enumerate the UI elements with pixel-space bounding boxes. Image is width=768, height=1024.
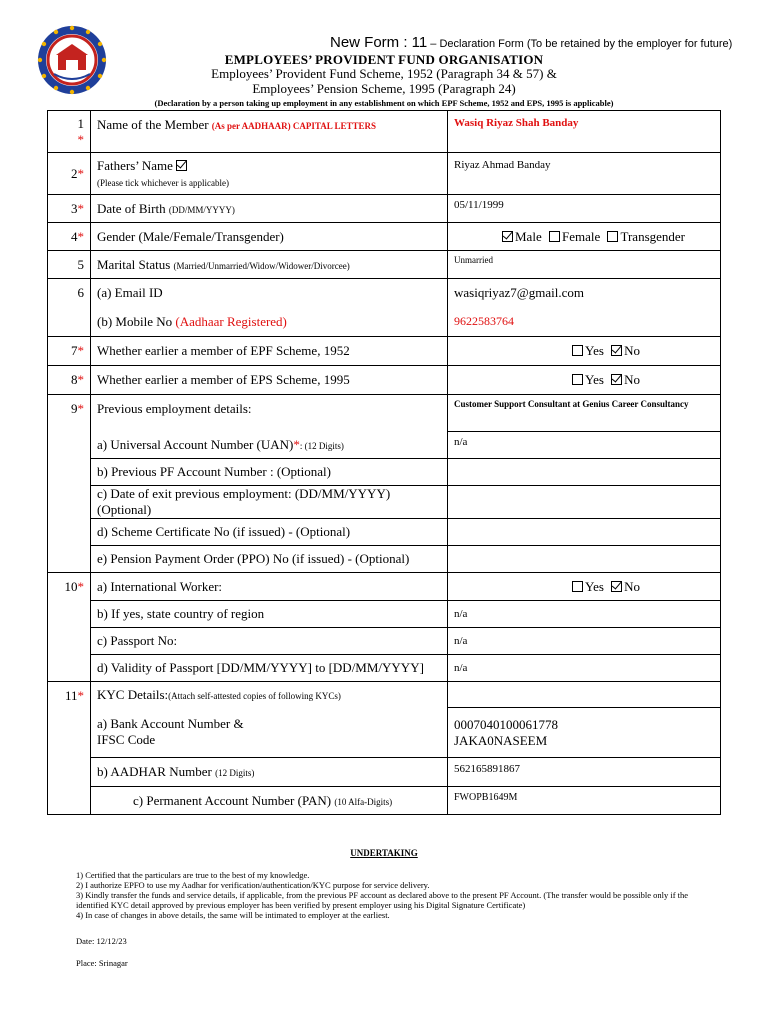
dob-value[interactable]: 05/11/1999 (448, 195, 721, 223)
row-international-worker (48, 573, 721, 601)
member-name-label: Name of the Member (As per AADHAAR) CAPITAL LETTERS (91, 111, 448, 153)
dob-label: Date of Birth (DD/MM/YYYY) (91, 195, 448, 223)
row-previous-employment (48, 395, 721, 432)
row-number: 1 * (48, 111, 91, 153)
exit-date-label: c) Date of exit previous employment: (DD/MM/YYYY) (Optional) (91, 486, 448, 519)
epf-no-checkbox[interactable] (611, 345, 622, 356)
required-star: * (77, 343, 84, 358)
row-uan (48, 432, 721, 459)
row-number: 9* (48, 395, 91, 573)
kyc-value (448, 682, 721, 708)
row-number: 10* (48, 573, 91, 682)
row-gender (48, 223, 721, 251)
organisation-name: EMPLOYEES’ PROVIDENT FUND ORGANISATION (224, 52, 544, 67)
uan-value[interactable]: n/a (448, 432, 721, 459)
eps-member-label: Whether earlier a member of EPS Scheme, 1995 (91, 366, 448, 395)
row-number: 3* (48, 195, 91, 223)
row-eps-member (48, 366, 721, 395)
declaration-date: Date: 12/12/23 (76, 936, 127, 946)
gender-options: Male Female Transgender (448, 223, 721, 251)
bank-account-value[interactable] (448, 708, 721, 758)
mobile-label: (b) Mobile No (Aadhaar Registered) (91, 308, 448, 337)
country-label: b) If yes, state country of region (91, 601, 448, 628)
ppo-label: e) Pension Payment Order (PPO) No (if issued) - (Optional) (91, 546, 448, 573)
undertaking-item: 4) In case of changes in above details, the same will be intimated to employer at the earliest. (76, 910, 390, 920)
scheme-line-2: Employees’ Pension Scheme, 1995 (Paragraph 24) (252, 81, 516, 96)
passport-validity-value[interactable]: n/a (448, 655, 721, 682)
row-prev-pf-account (48, 459, 721, 486)
intl-no-checkbox[interactable] (611, 581, 622, 592)
required-star: * (77, 372, 84, 387)
eps-yes-checkbox[interactable] (572, 374, 583, 385)
fathers-name-value[interactable]: Riyaz Ahmad Banday (448, 153, 721, 195)
marital-status-label: Marital Status (Married/Unmarried/Widow/Widower/Divorcee) (91, 251, 448, 279)
row-number: 5 (48, 251, 91, 279)
row-passport (48, 628, 721, 655)
bank-account-label: a) Bank Account Number & IFSC Code (91, 708, 448, 758)
scheme-line-1: Employees’ Provident Fund Scheme, 1952 (Paragraph 34 & 57) & (211, 66, 557, 81)
ppo-value[interactable] (448, 546, 721, 573)
epf-member-options: Yes No (448, 337, 721, 366)
pan-value[interactable]: FWOPB1649M (448, 787, 721, 815)
prev-pf-account-label: b) Previous PF Account Number : (Optional) (91, 459, 448, 486)
eps-member-options: Yes No (448, 366, 721, 395)
required-star: * (77, 688, 84, 703)
gender-female-checkbox[interactable] (549, 231, 560, 242)
pan-label: c) Permanent Account Number (PAN) (10 Alfa-Digits) (91, 787, 448, 815)
row-number: 4* (48, 223, 91, 251)
kyc-label: KYC Details:(Attach self-attested copies of following KYCs) (91, 682, 448, 708)
undertaking-item: 1) Certified that the particulars are true to the best of my knowledge. (76, 870, 310, 880)
bank-account-number: 0007040100061778 (454, 716, 558, 732)
row-kyc (48, 682, 721, 708)
marital-status-value[interactable]: Unmarried (448, 251, 721, 279)
previous-employment-value[interactable]: Customer Support Consultant at Genius Career Consultancy (448, 395, 721, 432)
row-epf-member (48, 337, 721, 366)
fathers-name-label: Fathers’ Name (Please tick whichever is applicable) (91, 153, 448, 195)
declaration-place: Place: Srinagar (76, 958, 128, 968)
row-exit-date (48, 486, 721, 519)
row-marital-status (48, 251, 721, 279)
row-bank-account (48, 708, 721, 758)
scheme-certificate-label: d) Scheme Certificate No (if issued) - (Optional) (91, 519, 448, 546)
row-email (48, 279, 721, 308)
required-star: * (77, 228, 84, 244)
row-mobile (48, 308, 721, 337)
eps-no-checkbox[interactable] (611, 374, 622, 385)
declaration-form-table (47, 110, 721, 815)
passport-validity-label: d) Validity of Passport [DD/MM/YYYY] to [DD/MM/YYYY] (91, 655, 448, 682)
scheme-certificate-value[interactable] (448, 519, 721, 546)
form-number: New Form : 11 (330, 34, 428, 51)
email-label: (a) Email ID (91, 279, 448, 308)
aadhar-value[interactable]: 562165891867 (448, 758, 721, 787)
row-number: 11* (48, 682, 91, 815)
declaration-note: (Declaration by a person taking up employment in any establishment on which EPF Scheme, 1952 and EPS, 1995 is applicable) (154, 98, 614, 108)
passport-label: c) Passport No: (91, 628, 448, 655)
required-star: * (77, 200, 84, 216)
row-dob (48, 195, 721, 223)
row-ppo (48, 546, 721, 573)
undertaking-title: UNDERTAKING (350, 848, 418, 858)
row-passport-validity (48, 655, 721, 682)
gender-male-checkbox[interactable] (502, 231, 513, 242)
epf-member-label: Whether earlier a member of EPF Scheme, 1952 (91, 337, 448, 366)
international-worker-label: a) International Worker: (91, 573, 448, 601)
gender-transgender-checkbox[interactable] (607, 231, 618, 242)
row-aadhar (48, 758, 721, 787)
passport-value[interactable]: n/a (448, 628, 721, 655)
required-star: * (77, 165, 84, 181)
gender-label: Gender (Male/Female/Transgender) (91, 223, 448, 251)
epf-yes-checkbox[interactable] (572, 345, 583, 356)
row-number: 7* (48, 337, 91, 366)
checkbox-checked-icon[interactable] (176, 160, 187, 171)
country-value[interactable]: n/a (448, 601, 721, 628)
uan-label: a) Universal Account Number (UAN)*: (12 Digits) (91, 432, 448, 459)
intl-yes-checkbox[interactable] (572, 581, 583, 592)
row-scheme-certificate (48, 519, 721, 546)
prev-pf-account-value[interactable] (448, 459, 721, 486)
exit-date-value[interactable] (448, 486, 721, 519)
required-star: * (77, 579, 84, 594)
required-star: * (77, 131, 84, 147)
previous-employment-label: Previous employment details: (91, 395, 448, 432)
row-country (48, 601, 721, 628)
row-member-name (48, 111, 721, 153)
aadhar-label: b) AADHAR Number (12 Digits) (91, 758, 448, 787)
email-value[interactable]: wasiqriyaz7@gmail.com (448, 279, 721, 308)
row-number: 6 (48, 279, 91, 337)
international-worker-options: Yes No (448, 573, 721, 601)
ifsc-code: JAKA0NASEEM (454, 732, 548, 748)
undertaking-text (76, 870, 716, 920)
undertaking-item: 3) Kindly transfer the funds and service details, if applicable, from the previous PF account as declared above to the present PF Account. (The transfer would be possible only if the identified KYC detail approved by previous employer has been verified by present employer using his Digital Signature Certificate) (76, 890, 689, 910)
row-number: 8* (48, 366, 91, 395)
row-number: 2* (48, 153, 91, 195)
row-pan (48, 787, 721, 815)
mobile-value[interactable]: 9622583764 (448, 308, 721, 337)
form-subtitle: – Declaration Form (To be retained by the employer for future) (427, 38, 733, 50)
row-fathers-name (48, 153, 721, 195)
member-name-value[interactable]: Wasiq Riyaz Shah Banday (448, 111, 721, 153)
required-star: * (77, 401, 84, 416)
form-title (330, 34, 732, 51)
undertaking-item: 2) I authorize EPFO to use my Aadhar for verification/authentication/KYC purpose for service delivery. (76, 880, 430, 890)
